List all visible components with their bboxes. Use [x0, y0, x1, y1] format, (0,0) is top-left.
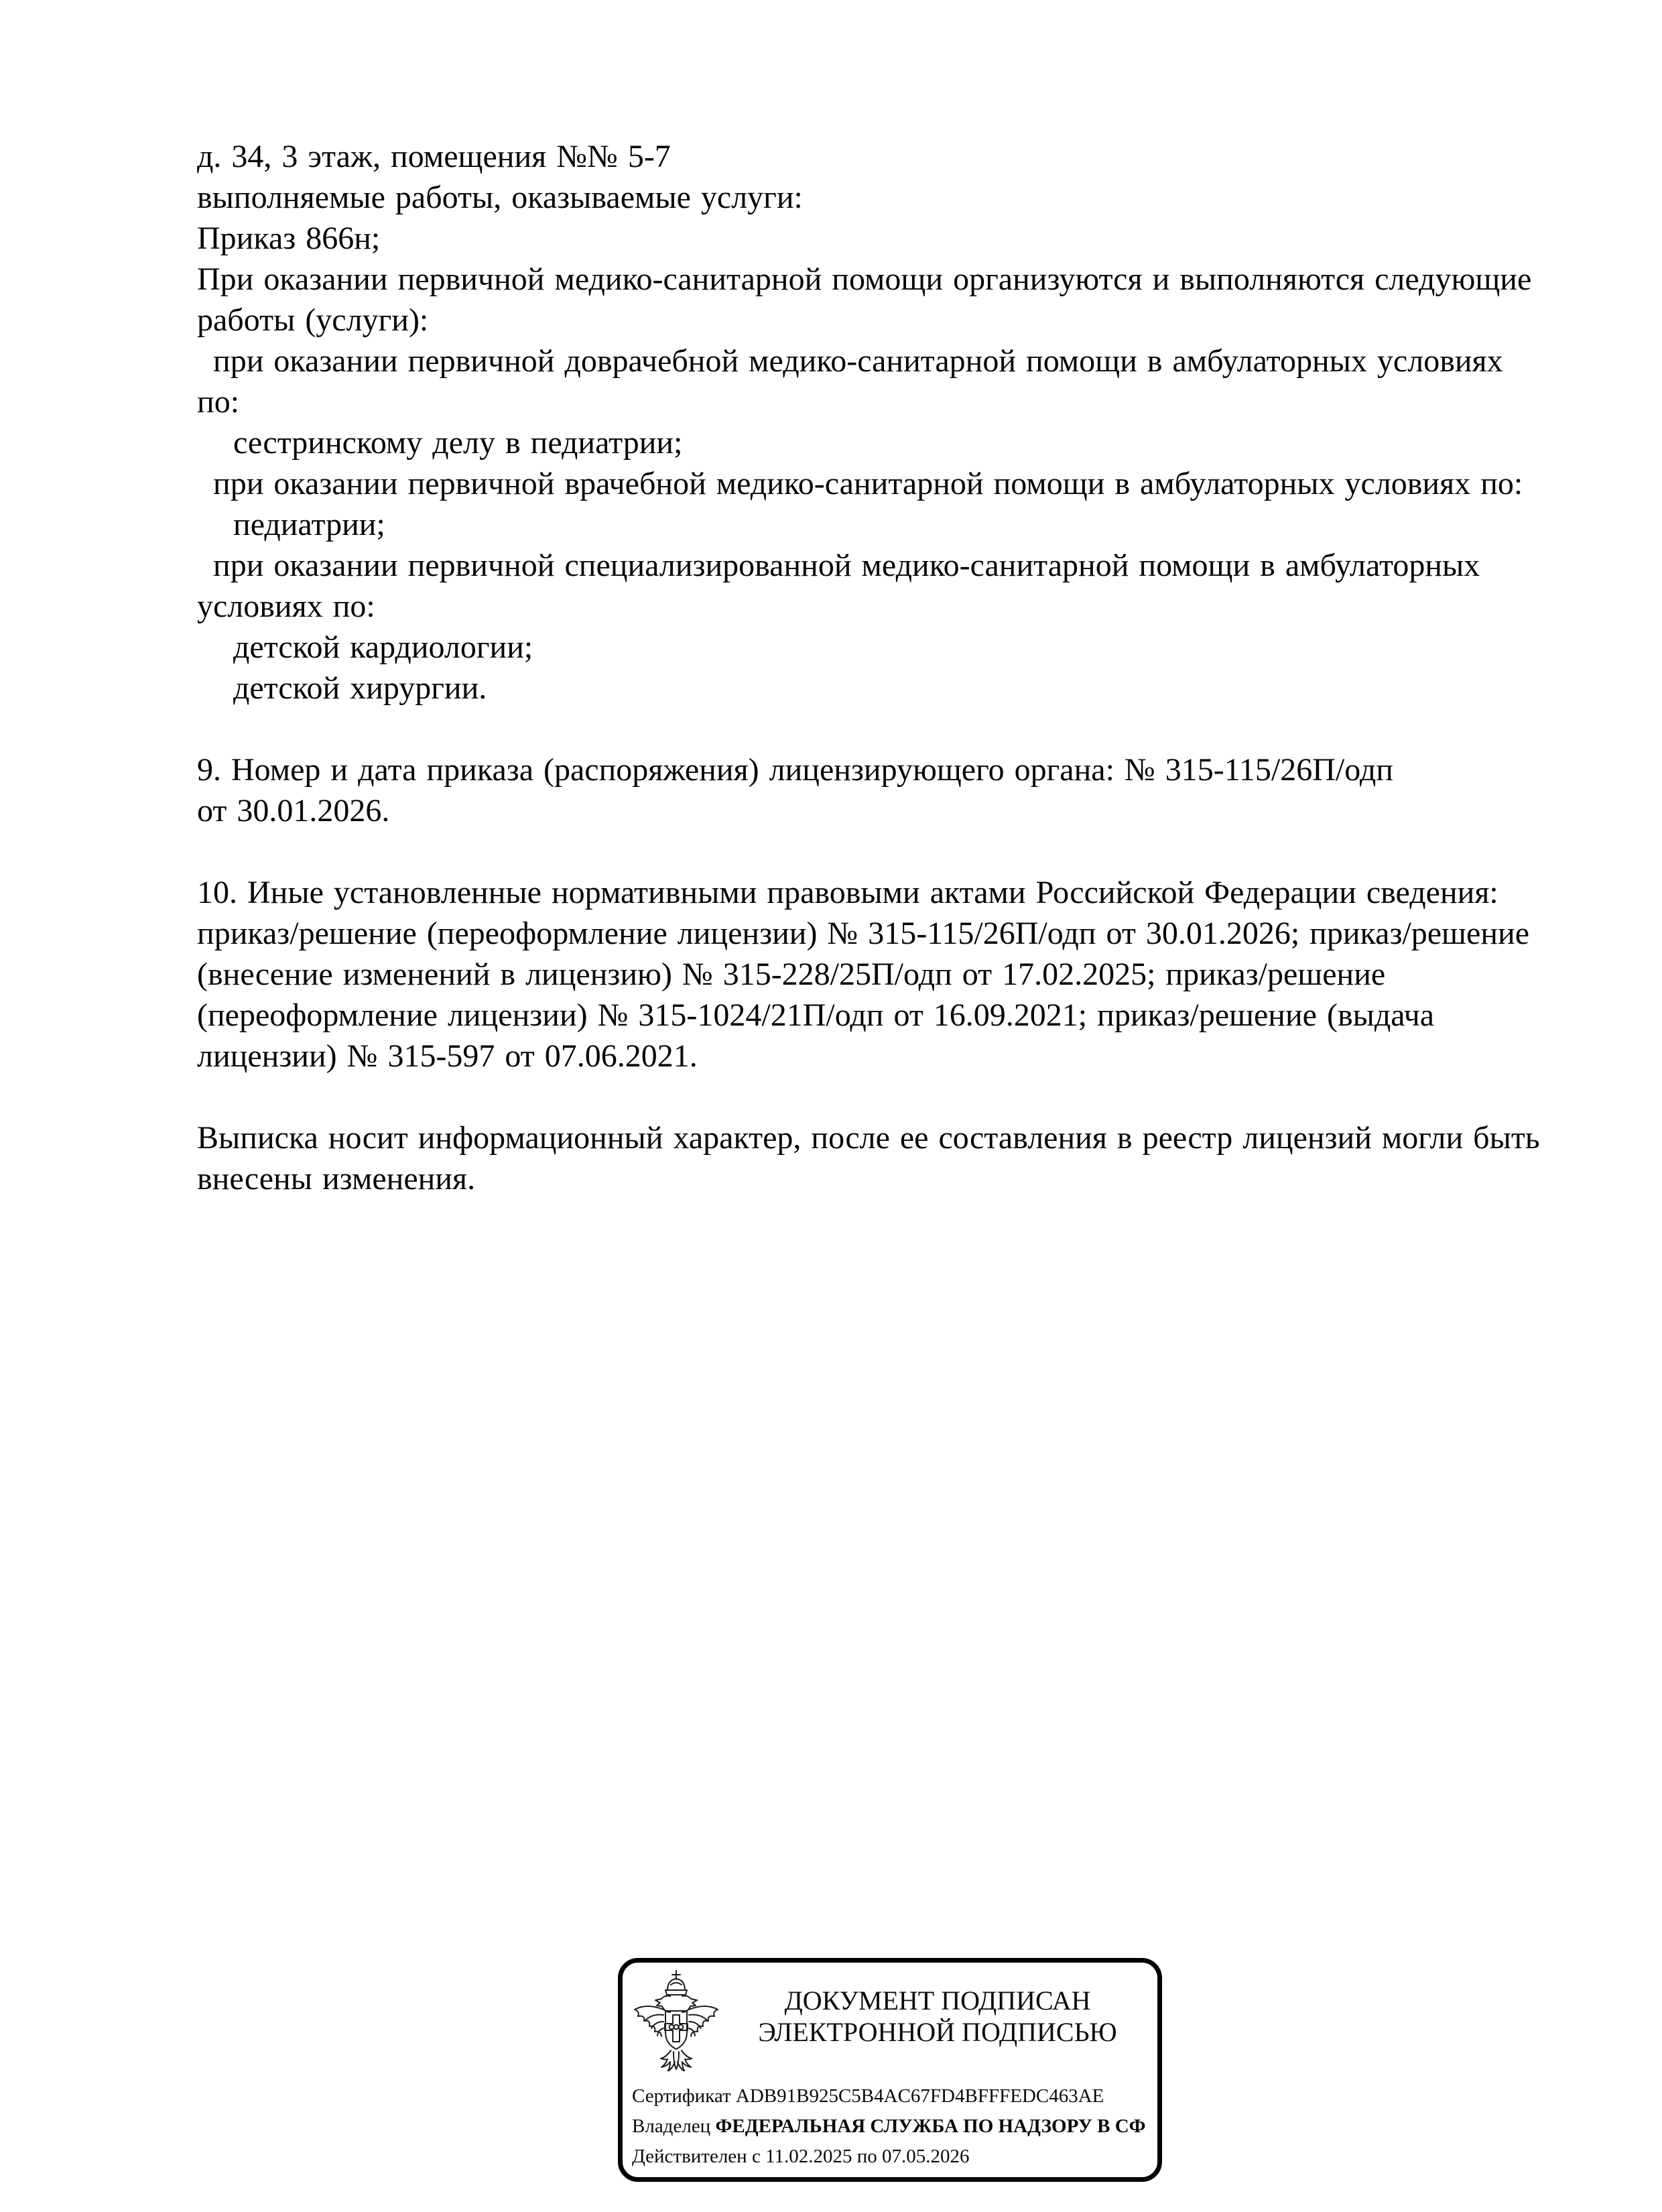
- signature-stamp: [618, 1958, 1162, 2182]
- signature-title: [723, 1985, 1152, 2048]
- document-line: условиях по:: [197, 589, 375, 624]
- document-line: (переоформление лицензии) № 315-1024/21П/одп от 16.09.2021; приказ/решение (выдача: [197, 997, 1435, 1033]
- document-line: педиатрии;: [233, 507, 385, 542]
- document-line: При оказании первичной медико-санитарной помощи организуются и выполняются следующие: [197, 261, 1532, 297]
- document-line: выполняемые работы, оказываемые услуги:: [197, 180, 803, 215]
- roszdravnadzor-eagle-emblem-icon: [632, 1969, 720, 2071]
- document-line: от 30.01.2026.: [197, 793, 390, 828]
- signature-title-line2: ЭЛЕКТРОННОЙ ПОДПИСЬЮ: [758, 2017, 1117, 2047]
- document-line: Приказ 866н;: [197, 221, 381, 256]
- document-line: при оказании первичной врачебной медико-санитарной помощи в амбулаторных условиях по:: [213, 466, 1523, 501]
- document-line: лицензии) № 315-597 от 07.06.2021.: [197, 1038, 698, 1074]
- document-line: при оказании первичной доврачебной медико-санитарной помощи в амбулаторных условиях: [213, 343, 1503, 379]
- document-line: детской хирургии.: [233, 670, 487, 706]
- document-body: [197, 136, 1540, 1199]
- document-line: 10. Иные установленные нормативными правовыми актами Российской Федерации сведения:: [197, 875, 1498, 910]
- owner-line: [632, 2115, 1146, 2138]
- document-line: внесены изменения.: [197, 1161, 476, 1196]
- validity-line: [632, 2145, 970, 2168]
- document-line: детской кардиологии;: [233, 629, 533, 665]
- document-line: д. 34, 3 этаж, помещения №№ 5-7: [197, 139, 671, 174]
- document-line: по:: [197, 384, 240, 420]
- signature-title-line1: ДОКУМЕНТ ПОДПИСАН: [784, 1985, 1091, 2016]
- validity-text: Действителен с 11.02.2025 по 07.05.2026: [632, 2146, 970, 2167]
- certificate-line: [632, 2085, 1104, 2107]
- document-line: при оказании первичной специализированной медико-санитарной помощи в амбулаторных: [213, 548, 1480, 583]
- document-line: Выписка носит информационный характер, после ее составления в реестр лицензий могли быть: [197, 1120, 1540, 1156]
- certificate-value: ADB91B925C5B4AC67FD4BFFFEDC463AE: [735, 2085, 1104, 2107]
- owner-value: ФЕДЕРАЛЬНАЯ СЛУЖБА ПО НАДЗОРУ В СФ: [715, 2115, 1146, 2137]
- owner-label: Владелец: [632, 2115, 711, 2137]
- certificate-label: Сертификат: [632, 2085, 731, 2107]
- document-line: 9. Номер и дата приказа (распоряжения) лицензирующего органа: № 315-115/26П/одп: [197, 752, 1393, 788]
- document-line: приказ/решение (переоформление лицензии) № 315-115/26П/одп от 30.01.2026; приказ/решение: [197, 916, 1529, 951]
- document-line: сестринскому делу в педиатрии;: [233, 425, 683, 460]
- document-line: (внесение изменений в лицензию) № 315-228/25П/одп от 17.02.2025; приказ/решение: [197, 957, 1386, 992]
- document-line: работы (услуги):: [197, 302, 429, 338]
